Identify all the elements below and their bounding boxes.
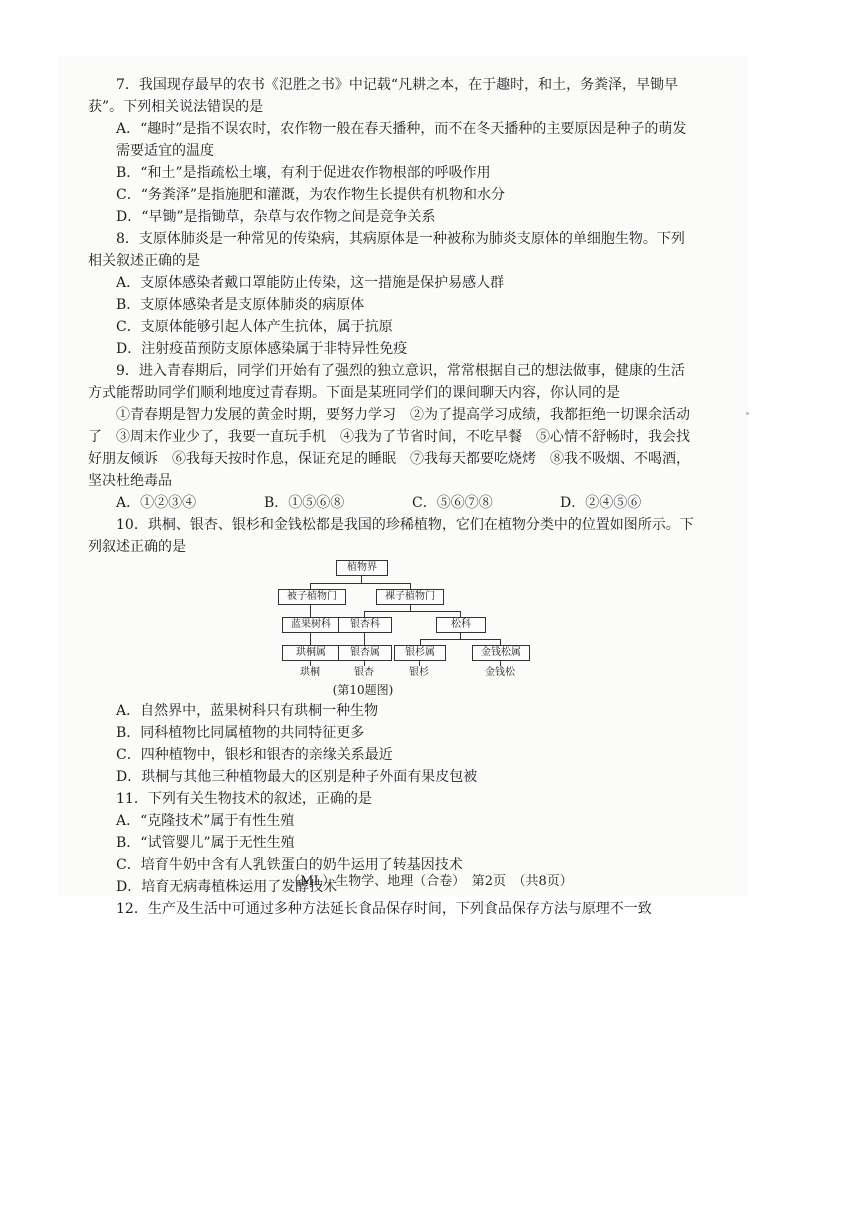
q7-option-c: C．“务粪泽”是指施肥和灌溉，为农作物生长提供有机物和水分: [116, 187, 506, 203]
q9-option-b: B．①⑤⑥⑧: [264, 495, 345, 511]
q9-option-a: A．①②③④: [116, 495, 197, 511]
q7-stem: 7．我国现存最早的农书《氾胜之书》中记载“凡耕之本，在于趣时，和土，务粪泽，早锄早获”。下列相关说法错误的是: [88, 77, 679, 115]
connector: [364, 632, 365, 645]
diagram-genus-cathaya: 银杉属: [394, 645, 446, 661]
q9-option-c: C．⑤⑥⑦⑧: [412, 495, 493, 511]
diagram-genus-ginkgo: 银杏属: [338, 645, 392, 661]
diagram-genus-davidia: 珙桐属: [282, 645, 340, 661]
q12-stem: 12．生产及生活中可通过多种方法延长食品保存时间，下列食品保存方法与原理不一致: [116, 901, 652, 917]
diagram-family-ginkgoaceae: 银杏科: [338, 617, 392, 633]
connector: [460, 632, 461, 639]
q7-option-a: A．“趣时”是指不误农时，农作物一般在春天播种，而不在冬天播种的主要原因是种子的萌发需要适宜的温度: [116, 121, 687, 159]
connector: [310, 583, 410, 584]
connector: [310, 660, 311, 666]
q10-option-d: D．珙桐与其他三种植物最大的区别是种子外面有果皮包被: [116, 769, 478, 785]
q10-option-c: C．四种植物中，银杉和银杏的亲缘关系最近: [116, 747, 393, 763]
q11-stem: 11．下列有关生物技术的叙述，正确的是: [116, 791, 372, 807]
q10-option-a: A．自然界中，蓝果树科只有珙桐一种生物: [116, 703, 379, 719]
q11-option-d: D．培育无病毒植株运用了发酵技术: [116, 879, 338, 895]
diagram-root: 植物界: [336, 560, 388, 576]
page-footer: （ML）生物学、地理（合卷） 第2页 （共8页）: [287, 874, 573, 889]
q7-option-b: B．“和土”是指疏松土壤，有利于促进农作物根部的呼吸作用: [116, 165, 491, 181]
q8-option-d: D．注射疫苗预防支原体感染属于非特异性免疫: [116, 341, 408, 357]
diagram-genus-pseudolarix: 金钱松属: [472, 645, 530, 661]
diagram-family-nyssaceae: 蓝果树科: [282, 617, 340, 633]
q9-stem: 9．进入青春期后，同学们开始有了强烈的独立意识，常常根据自己的想法做事，健康的生活方式能帮助同学们顺利地度过青春期。下面是某班同学们的课间聊天内容，你认同的是: [88, 363, 685, 401]
diagram-species-pseudolarix: 金钱松: [485, 667, 515, 678]
connector: [500, 660, 501, 666]
diagram-phylum-gymnosperm: 裸子植物门: [376, 589, 444, 605]
q10-stem: 10．珙桐、银杏、银杉和金钱松都是我国的珍稀植物，它们在植物分类中的位置如图所示。下列叙述正确的是: [88, 517, 694, 555]
diagram-species-cathaya: 银杉: [409, 667, 429, 678]
diagram-phylum-angiosperm: 被子植物门: [278, 589, 346, 605]
connector: [410, 604, 411, 611]
q11-option-a: A．“克隆技术”属于有性生殖: [116, 813, 295, 829]
diagram-caption: (第10题图): [332, 683, 394, 697]
q8-option-c: C．支原体能够引起人体产生抗体，属于抗原: [116, 319, 393, 335]
q8-option-b: B．支原体感染者是支原体肺炎的病原体: [116, 297, 365, 313]
diagram-species-ginkgo: 银杏: [354, 667, 374, 678]
connector: [364, 660, 365, 666]
connector: [420, 639, 500, 640]
q8-option-a: A．支原体感染者戴口罩能防止传染，这一措施是保护易感人群: [116, 275, 505, 291]
q7-option-d: D．“早锄”是指锄草，杂草与农作物之间是竞争关系: [116, 209, 436, 225]
connector: [419, 660, 420, 666]
q9-items: ①青春期是智力发展的黄金时期，要努力学习 ②为了提高学习成绩，我都拒绝一切课余活动了 ③周末作业少了，我要一直玩手机 ④我为了节省时间，不吃早餐 ⑤心情不舒畅时，我会找好朋友倾诉 ⑥我每天按时作息，保证充足的睡眠 ⑦我每天都要吃烧烤 ⑧我不吸烟、不喝酒，坚决杜绝毒品: [88, 407, 690, 489]
q8-stem: 8．支原体肺炎是一种常见的传染病，其病原体是一种被称为肺炎支原体的单细胞生物。下列相关叙述正确的是: [88, 231, 685, 269]
question-content: [88, 74, 698, 920]
q10-option-b: B．同科植物比同属植物的共同特征更多: [116, 725, 365, 741]
q9-options: [88, 492, 698, 514]
q11-option-b: B．“试管婴儿”属于无性生殖: [116, 835, 295, 851]
diagram-family-pinaceae: 松科: [436, 617, 486, 633]
connector: [310, 604, 311, 617]
connector: [361, 575, 362, 583]
scan-speck: [746, 412, 749, 415]
plant-classification-diagram: [88, 560, 698, 680]
diagram-species-davidia: 珙桐: [300, 667, 320, 678]
connector: [364, 611, 460, 612]
q9-option-d: D．②④⑤⑥: [560, 495, 642, 511]
connector: [310, 632, 311, 645]
q11-option-c: C．培育牛奶中含有人乳铁蛋白的奶牛运用了转基因技术: [116, 857, 463, 873]
